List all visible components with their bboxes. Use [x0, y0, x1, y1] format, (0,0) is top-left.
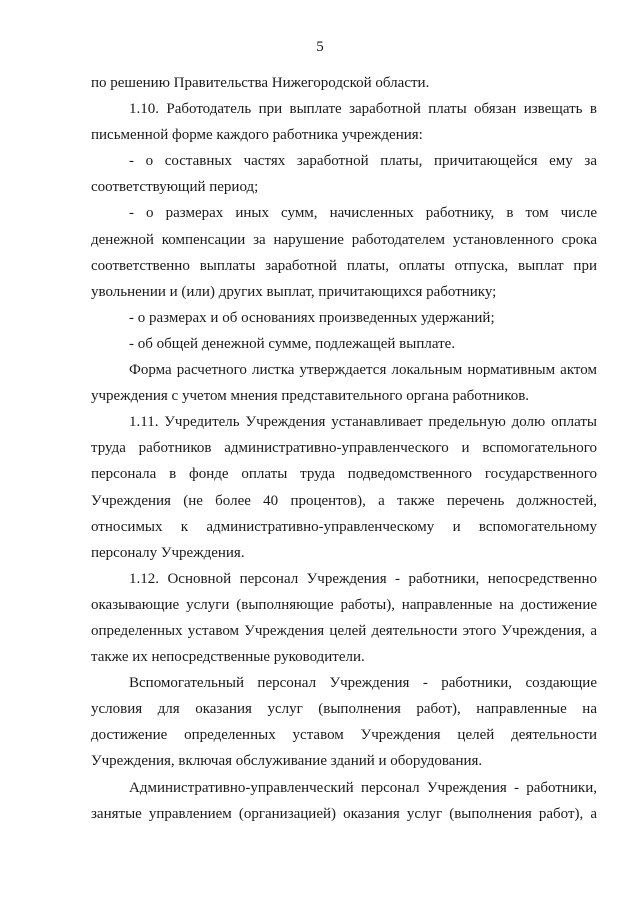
text-line: 1.11. Учредитель Учреждения устанавливает предельную долю оплаты: [129, 414, 597, 431]
text-line: денежной компенсации за нарушение работодателем установленного срока: [91, 231, 597, 248]
text-line: 1.10. Работодатель при выплате заработной платы обязан извещать в: [129, 101, 597, 118]
text-line: Учреждения (не более 40 процентов), а также перечень должностей,: [91, 492, 597, 509]
text-line: Административно-управленческий персонал Учреждения - работники,: [129, 779, 597, 796]
text-line: учреждения с учетом мнения представительного органа работников.: [91, 388, 530, 405]
text-line: по решению Правительства Нижегородской области.: [91, 75, 430, 91]
text-line: 1.12. Основной персонал Учреждения - работники, непосредственно: [129, 570, 597, 587]
text-line: персонала в фонде оплаты труда подведомственного государственного: [91, 466, 597, 483]
text-line: увольнении и (или) других выплат, причитающихся работнику;: [91, 283, 497, 300]
text-line: также их непосредственные руководители.: [91, 649, 365, 666]
text-line: оказывающие услуги (выполняющие работы), направленные на достижение: [91, 596, 597, 613]
page-number: 5: [316, 39, 324, 55]
text-line: Учреждения, включая обслуживание зданий и оборудования.: [91, 753, 483, 770]
text-line: соответствующий период;: [91, 179, 259, 196]
text-line: Форма расчетного листка утверждается локальным нормативным актом: [129, 362, 597, 379]
text-line: условия для оказания услуг (выполнения работ), направленные на: [91, 701, 597, 718]
text-line: - о размерах иных сумм, начисленных работнику, в том числе: [129, 205, 597, 222]
text-line: труда работников административно-управленческого и вспомогательного: [91, 440, 597, 457]
text-line: относимых к административно-управленческому и вспомогательному: [91, 518, 597, 535]
body-text: [91, 70, 597, 827]
text-line: - о размерах и об основаниях произведенных удержаний;: [129, 309, 495, 326]
text-line: - об общей денежной сумме, подлежащей выплате.: [129, 335, 456, 352]
text-line: определенных уставом Учреждения целей деятельности этого Учреждения, а: [91, 622, 597, 639]
text-line: достижение определенных уставом Учреждения целей деятельности: [91, 727, 597, 744]
text-line: - о составных частях заработной платы, причитающейся ему за: [129, 153, 597, 170]
text-line: занятые управлением (организацией) оказания услуг (выполнения работ), а: [91, 805, 597, 822]
text-line: письменной форме каждого работника учреждения:: [91, 127, 423, 144]
text-line: Вспомогательный персонал Учреждения - работники, создающие: [129, 675, 597, 692]
text-line: персоналу Учреждения.: [91, 544, 245, 561]
text-line: соответственно выплаты заработной платы, оплаты отпуска, выплат при: [91, 257, 597, 274]
